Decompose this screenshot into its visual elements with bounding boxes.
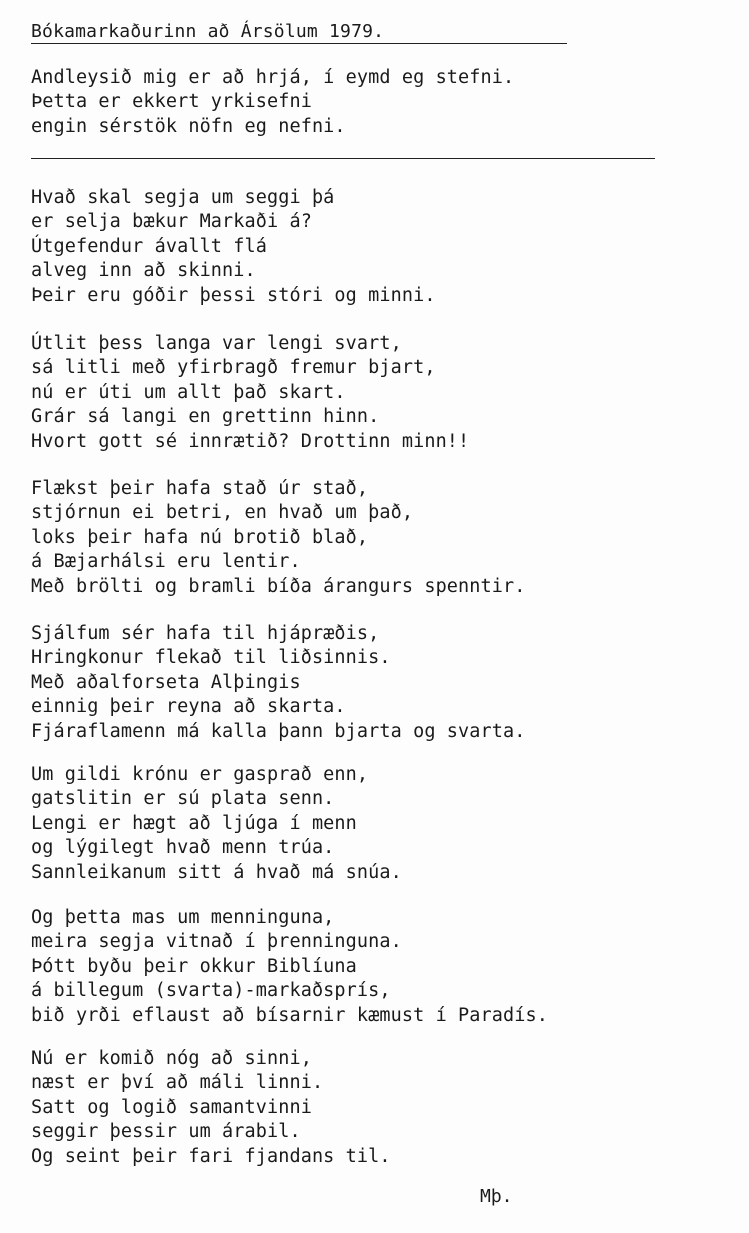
- poem-line: Hvað skal segja um seggi þá: [31, 187, 335, 208]
- poem-line: Útgefendur ávallt flá: [31, 235, 267, 257]
- poem-line: Sannleikanum sitt á hvað má snúa.: [31, 861, 402, 883]
- stanza-4: [31, 622, 525, 744]
- poem-line: sá litli með yfirbragð fremur bjart,: [31, 357, 436, 379]
- section-divider: [31, 158, 655, 159]
- poem-line: Andleysið mig er að hrjá, í eymd eg stefni.: [31, 67, 515, 88]
- poem-line: Með brölti og bramli bíða árangurs spenntir.: [31, 575, 526, 597]
- poem-line: engin sérstök nöfn eg nefni.: [31, 115, 346, 137]
- poem-line: er selja bækur Markaði á?: [31, 211, 312, 233]
- stanza-3: [31, 477, 525, 599]
- poem-line: Grár sá langi en grettinn hinn.: [31, 406, 380, 428]
- poem-line: Flækst þeir hafa stað úr stað,: [31, 478, 369, 499]
- poem-line: Satt og logið samantvinni: [31, 1096, 312, 1118]
- poem-line: Útlit þess langa var lengi svart,: [31, 333, 402, 354]
- poem-line: loks þeir hafa nú brotið blað,: [31, 526, 369, 548]
- poem-line: Hringkonur flekað til liðsinnis.: [31, 647, 391, 669]
- intro-stanza: [31, 66, 514, 139]
- poem-line: Hvort gott sé innrætið? Drottinn minn!!: [31, 430, 470, 452]
- poem-line: Með aðalforseta Alþingis: [31, 671, 301, 693]
- poem-line: Og þetta mas um menninguna,: [31, 907, 335, 928]
- poem-line: bið yrði eflaust að bísarnir kæmust í Paradís.: [31, 1004, 548, 1026]
- poem-line: Fjáraflamenn má kalla þann bjarta og svarta.: [31, 720, 526, 742]
- poem-line: á Bæjarhálsi eru lentir.: [31, 551, 301, 573]
- stanza-2: [31, 332, 469, 454]
- poem-line: gatslitin er sú plata senn.: [31, 788, 335, 810]
- poem-line: Þetta er ekkert yrkisefni: [31, 91, 312, 113]
- poem-line: Lengi er hægt að ljúga í menn: [31, 812, 357, 834]
- poem-line: Og seint þeir fari fjandans til.: [31, 1145, 391, 1167]
- poem-line: næst er því að máli linni.: [31, 1072, 324, 1094]
- poem-line: og lýgilegt hvað menn trúa.: [31, 837, 335, 859]
- poem-line: Sjálfum sér hafa til hjápræðis,: [31, 623, 380, 644]
- poem-line: á billegum (svarta)-markaðsprís,: [31, 980, 391, 1002]
- poem-line: seggir þessir um árabil.: [31, 1121, 301, 1143]
- stanza-6: [31, 906, 548, 1028]
- title-underline: [31, 43, 567, 44]
- stanza-1: [31, 186, 436, 308]
- poem-line: alveg inn að skinni.: [31, 260, 256, 282]
- author-signature: Mþ.: [480, 1186, 513, 1207]
- poem-line: einnig þeir reyna að skarta.: [31, 696, 346, 718]
- document-title: Bókamarkaðurinn að Ársölum 1979.: [31, 21, 385, 42]
- poem-line: nú er úti um allt það skart.: [31, 381, 346, 403]
- poem-line: Þeir eru góðir þessi stóri og minni.: [31, 284, 436, 306]
- poem-line: Þótt byðu þeir okkur Biblíuna: [31, 955, 357, 977]
- poem-line: meira segja vitnað í þrenninguna.: [31, 931, 402, 953]
- poem-line: stjórnun ei betri, en hvað um það,: [31, 502, 414, 524]
- stanza-5: [31, 763, 402, 885]
- poem-line: Nú er komið nóg að sinni,: [31, 1048, 312, 1069]
- poem-line: Um gildi krónu er gasprað enn,: [31, 764, 369, 785]
- stanza-7: [31, 1047, 391, 1169]
